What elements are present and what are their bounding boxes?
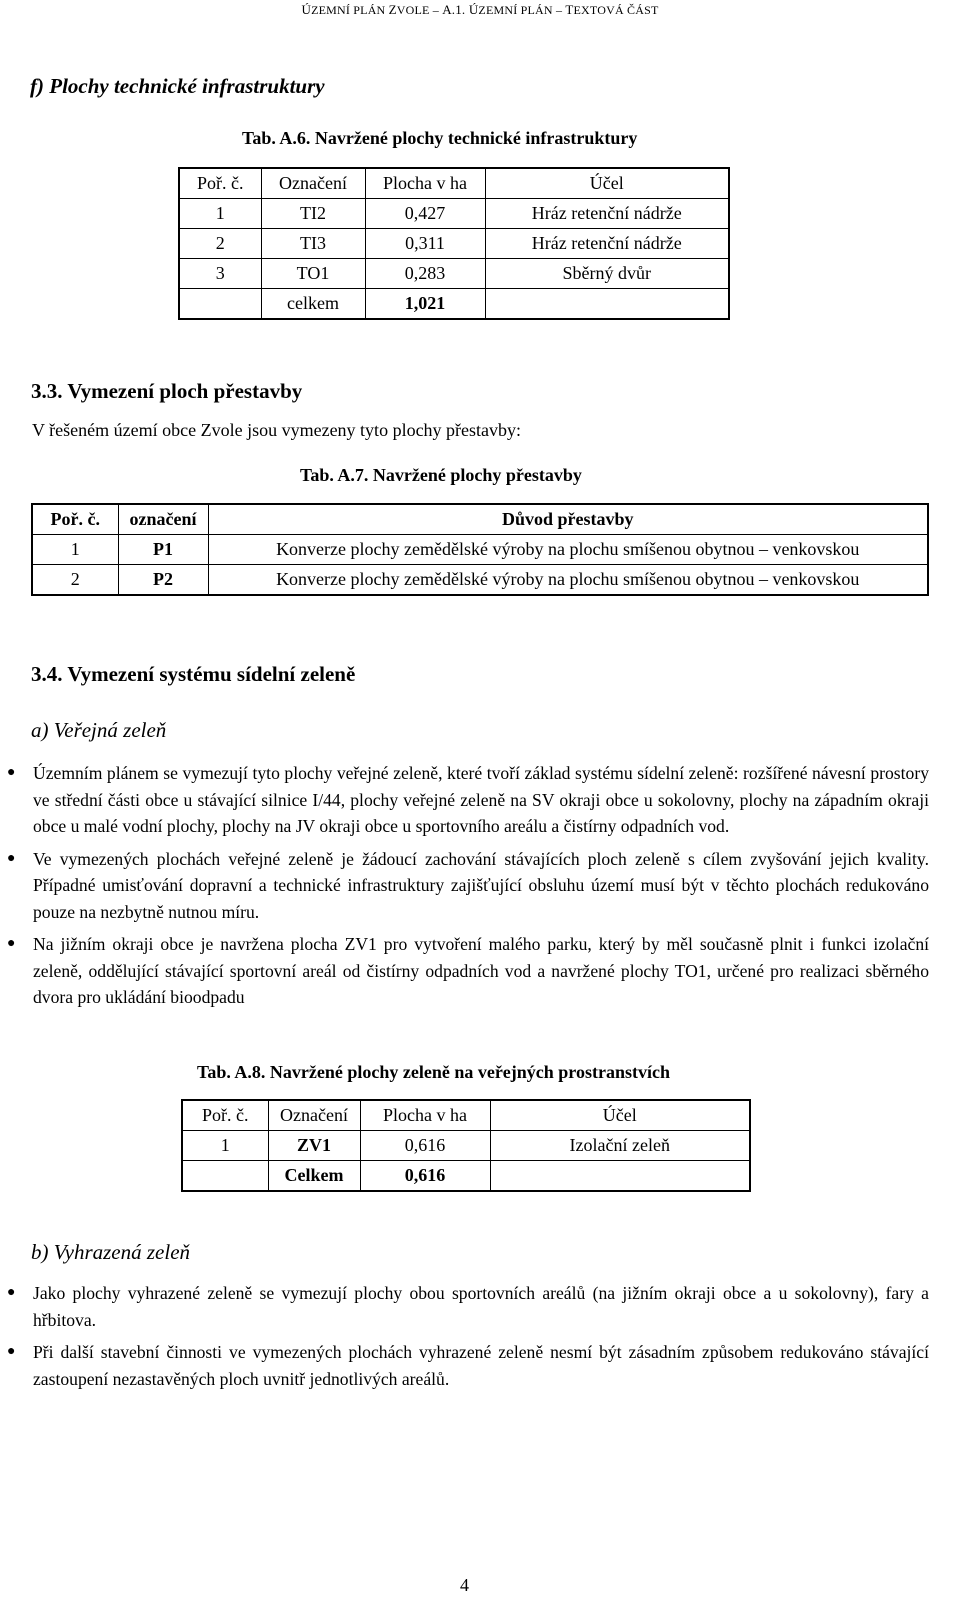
list-item-text: Při další stavební činnosti ve vymezených plochách vyhrazené zeleně nesmí být zásadním způsobem redukováno stávající zastoupení nezastavěných ploch uvnitř jednotlivých areálů. — [33, 1342, 929, 1389]
table-row — [32, 535, 928, 565]
bullet-list-b — [7, 1280, 929, 1398]
running-header — [0, 2, 960, 18]
table-cell: 3 — [179, 259, 261, 289]
table-cell: TI3 — [261, 229, 365, 259]
table-cell: Izolační zeleň — [490, 1131, 750, 1161]
table-cell — [182, 1161, 268, 1192]
table-cell: TI2 — [261, 199, 365, 229]
bullet-list-a — [7, 760, 929, 1017]
bullet-icon: ● — [7, 765, 16, 780]
table-cell: 1 — [32, 535, 118, 565]
table-a7-caption: Tab. A.7. Navržené plochy přestavby — [300, 465, 582, 485]
header-cell: Důvod přestavby — [208, 504, 928, 535]
header-part: A.1. Ú — [442, 2, 479, 17]
table-row — [179, 259, 729, 289]
table-cell: P2 — [118, 565, 208, 596]
table-cell: ZV1 — [268, 1131, 360, 1161]
list-item-text: Jako plochy vyhrazené zeleně se vymezují plochy obou sportovních areálů (na jižním okraji obce a u sokolovny), fary a hřbitova. — [33, 1283, 929, 1330]
header-part: ZEMNÍ PLÁN – — [478, 3, 566, 17]
header-cell: Poř. č. — [179, 168, 261, 199]
table-cell: 1 — [179, 199, 261, 229]
table-cell: 0,427 — [365, 199, 485, 229]
table-row — [179, 199, 729, 229]
table-cell: Konverze plochy zemědělské výroby na plochu smíšenou obytnou – venkovskou — [208, 535, 928, 565]
table-cell: Hráz retenční nádrže — [485, 199, 729, 229]
list-item — [7, 931, 929, 1011]
table-cell: 0,311 — [365, 229, 485, 259]
table-header-row — [179, 168, 729, 199]
table-a8 — [181, 1099, 751, 1192]
table-cell: 1 — [182, 1131, 268, 1161]
table-cell: 0,283 — [365, 259, 485, 289]
table-cell: 2 — [32, 565, 118, 596]
header-part: EXTOVÁ ČÁST — [573, 3, 659, 17]
table-a8-caption: Tab. A.8. Navržené plochy zeleně na veřejných prostranstvích — [197, 1062, 670, 1082]
table-a7 — [31, 503, 929, 596]
section-33-intro: V řešeném území obce Zvole jsou vymezeny tyto plochy přestavby: — [32, 420, 522, 440]
list-item — [7, 760, 929, 840]
header-cell: označení — [118, 504, 208, 535]
page-number: 4 — [460, 1575, 469, 1595]
header-part: ZEMNÍ PLÁN — [311, 3, 389, 17]
section-34-heading: 3.4. Vymezení systému sídelní zeleně — [31, 662, 356, 686]
list-item-text: Na jižním okraji obce je navržena plocha ZV1 pro vytvoření malého parku, který by měl současně plnit i funkci izolační zeleně, oddělující stávající sportovní areál od čistírny odpadních vod a navržené plochy TO1, určené pro realizaci sběrného dvora pro ukládání bioodpadu — [33, 934, 929, 1007]
table-a6 — [178, 167, 730, 320]
table-total-row — [182, 1161, 750, 1192]
table-header-row — [32, 504, 928, 535]
section-33-heading: 3.3. Vymezení ploch přestavby — [31, 379, 303, 403]
table-header-row — [182, 1100, 750, 1131]
list-item — [7, 1280, 929, 1333]
table-total-row — [179, 289, 729, 320]
list-item — [7, 846, 929, 926]
bullet-icon: ● — [7, 1344, 16, 1359]
bullet-icon: ● — [7, 850, 16, 866]
table-row — [182, 1131, 750, 1161]
header-cell: Poř. č. — [182, 1100, 268, 1131]
table-cell: Konverze plochy zemědělské výroby na plochu smíšenou obytnou – venkovskou — [208, 565, 928, 596]
list-item — [7, 1339, 929, 1392]
table-cell — [490, 1161, 750, 1192]
table-row — [32, 565, 928, 596]
table-cell: Hráz retenční nádrže — [485, 229, 729, 259]
total-value: 1,021 — [365, 289, 485, 320]
header-cell: Označení — [268, 1100, 360, 1131]
header-cell: Plocha v ha — [365, 168, 485, 199]
table-cell: TO1 — [261, 259, 365, 289]
header-part: VOLE – — [396, 3, 443, 17]
table-cell — [485, 289, 729, 320]
header-part: Z — [388, 2, 397, 17]
header-cell: Účel — [490, 1100, 750, 1131]
total-label: celkem — [261, 289, 365, 320]
table-row — [179, 229, 729, 259]
subsection-a-heading: a) Veřejná zeleň — [31, 718, 167, 742]
table-cell: 0,616 — [360, 1131, 490, 1161]
table-cell: Sběrný dvůr — [485, 259, 729, 289]
list-item-text: Územním plánem se vymezují tyto plochy veřejné zeleně, které tvoří základ systému sídelní zeleně: rozšířené návesní prostory ve střední části obce u stávající silnice I/44, plochy veřejné zeleně na SV okraji obce u sokolovny, plochy na západním okraji obce u malé vodní plochy, plochy na JV okraji obce u sportovního areálu a čistírny odpadních vod. — [33, 763, 929, 836]
bullet-icon: ● — [7, 1285, 16, 1300]
total-value: 0,616 — [360, 1161, 490, 1192]
total-label: Celkem — [268, 1161, 360, 1192]
table-cell — [179, 289, 261, 320]
header-cell: Označení — [261, 168, 365, 199]
section-f-heading: f) Plochy technické infrastruktury — [30, 74, 325, 98]
subsection-b-heading: b) Vyhrazená zeleň — [31, 1240, 191, 1264]
list-item-text: Ve vymezených plochách veřejné zeleně je žádoucí zachování stávajících ploch zeleně s cílem zvyšování jejich kvality. Případné umisťování dopravní a technické infrastruktury zajišťující obsluhu území musí být v těchto plochách redukováno pouze na nezbytně nutnou míru. — [33, 848, 929, 922]
header-cell: Účel — [485, 168, 729, 199]
table-a6-caption: Tab. A.6. Navržené plochy technické infrastruktury — [242, 128, 638, 148]
table-cell: 2 — [179, 229, 261, 259]
header-part: T — [565, 2, 574, 17]
header-part: Ú — [301, 2, 312, 17]
bullet-icon: ● — [7, 936, 16, 951]
header-cell: Poř. č. — [32, 504, 118, 535]
header-cell: Plocha v ha — [360, 1100, 490, 1131]
table-cell: P1 — [118, 535, 208, 565]
